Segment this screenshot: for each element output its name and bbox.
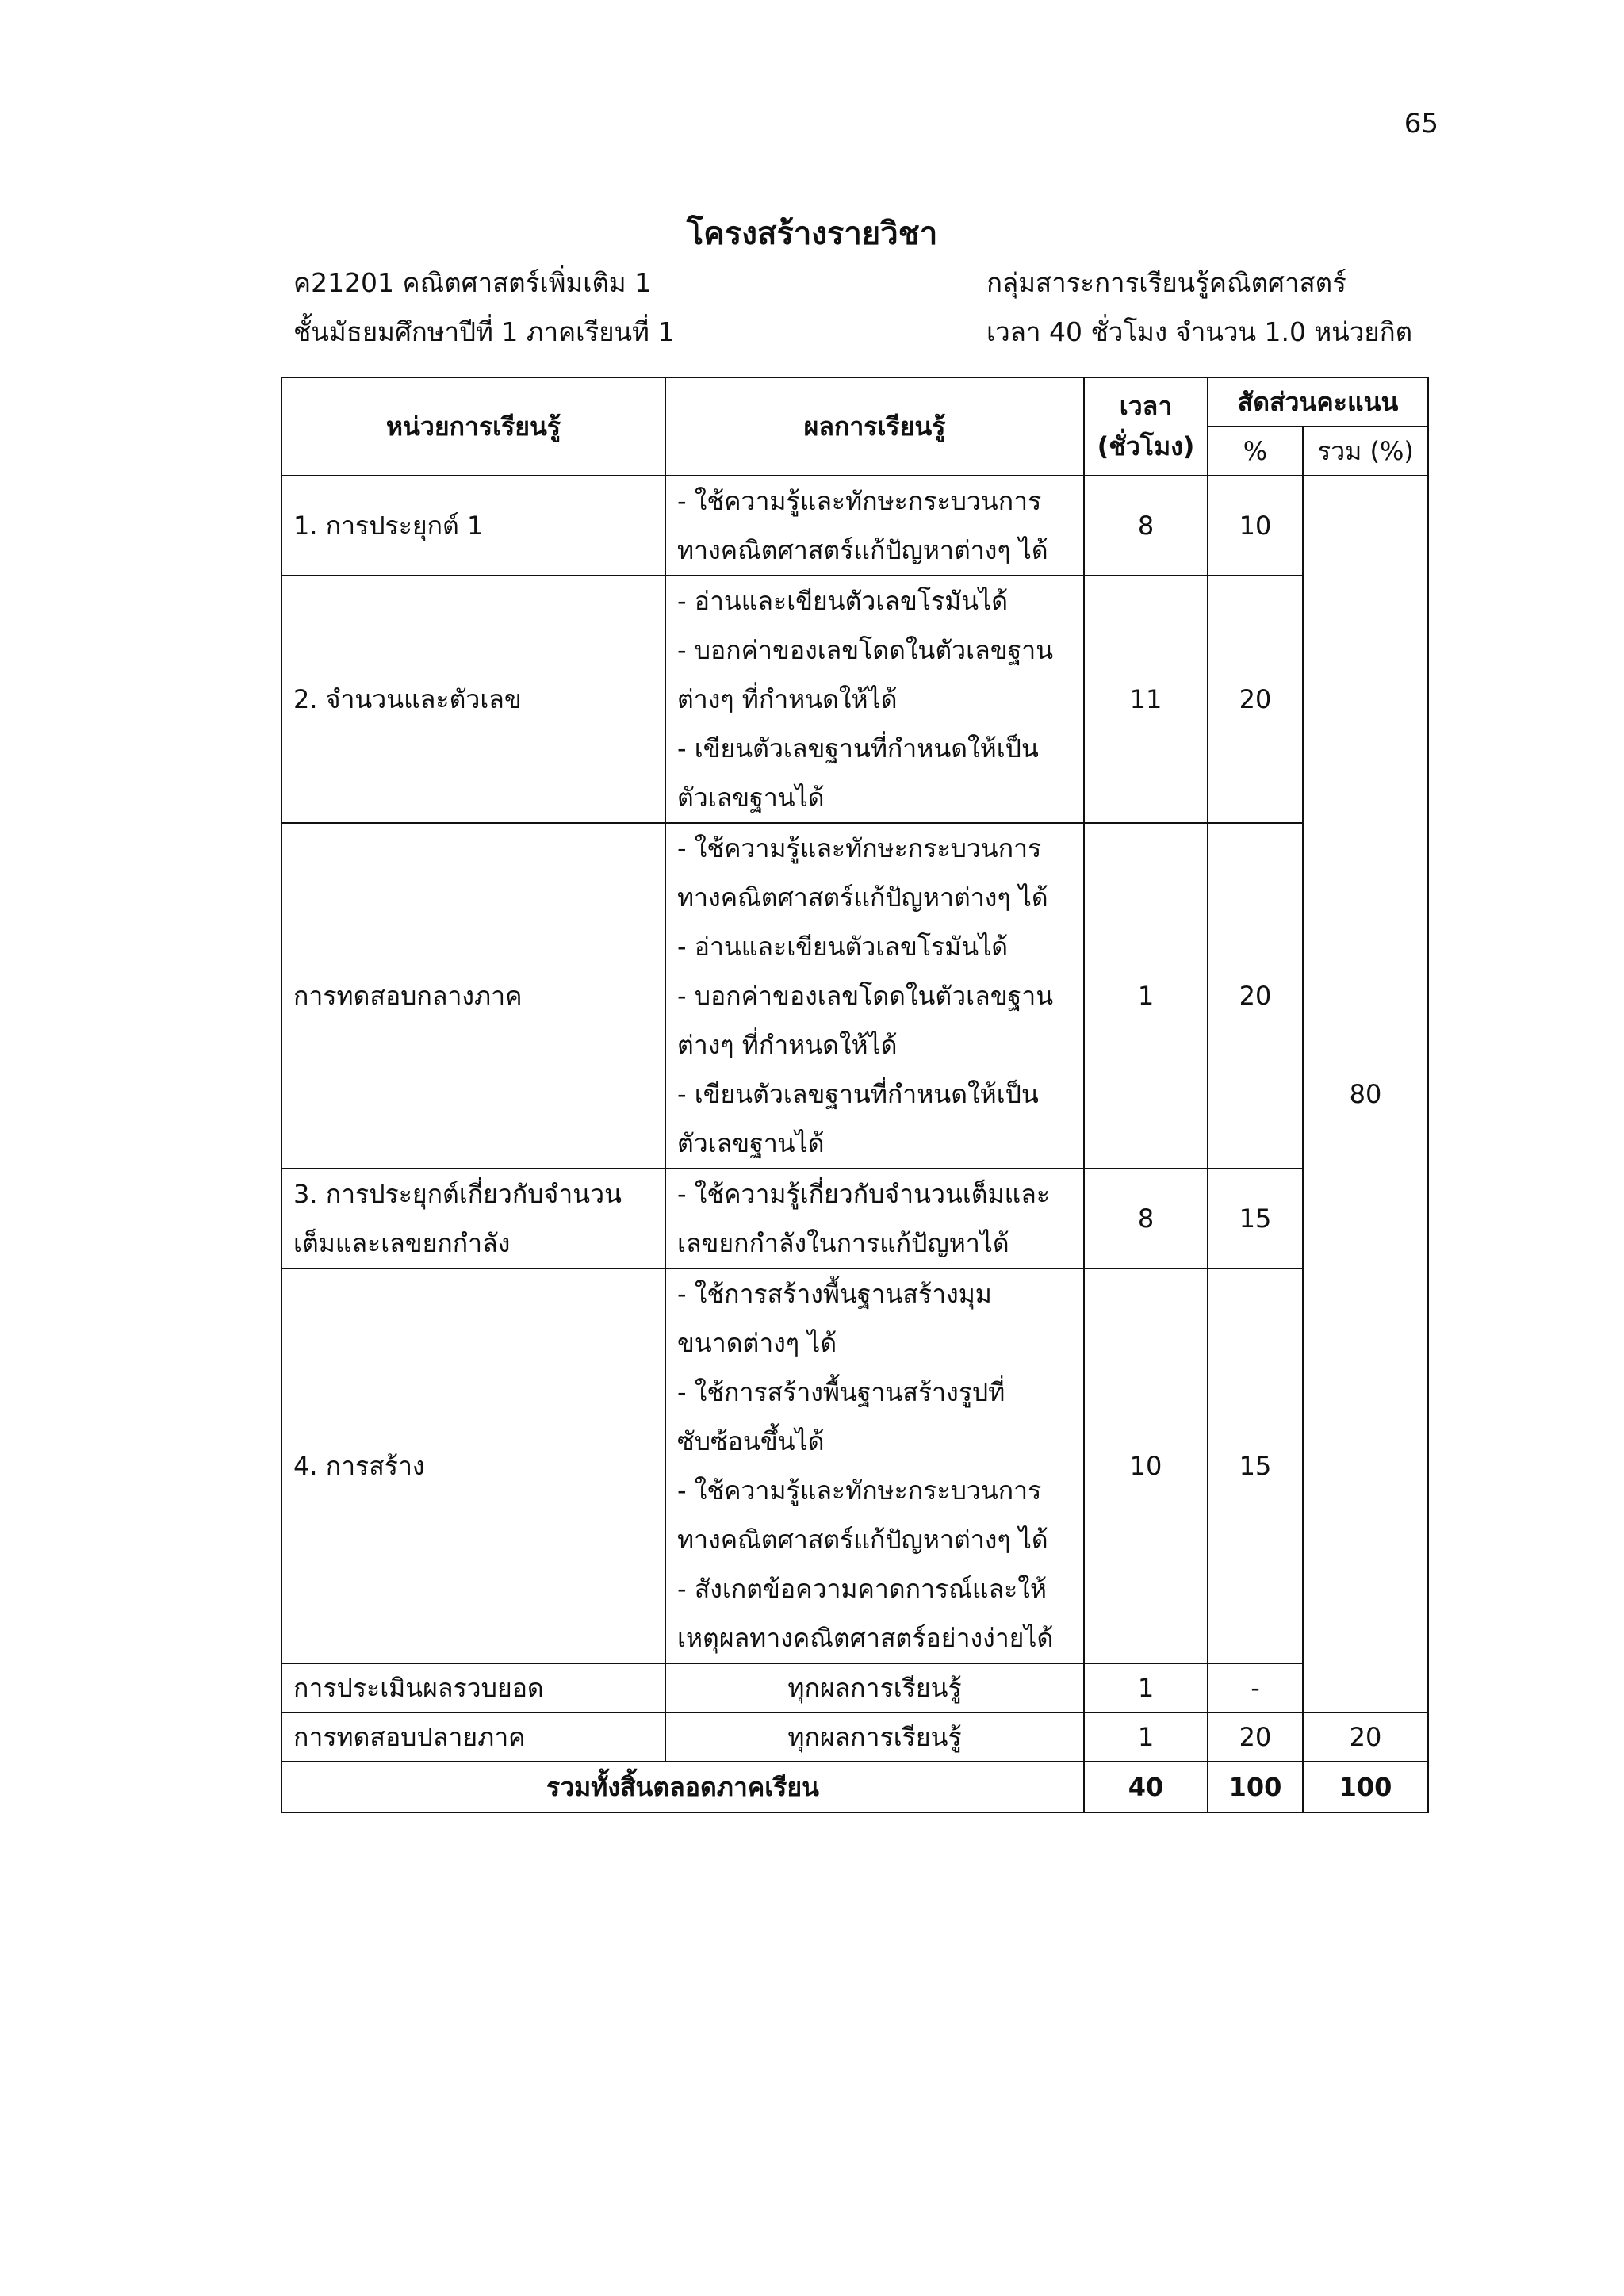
unit-name: การประเมินผลรวบยอด [282, 1663, 665, 1712]
outcome-line: ทางคณิตศาสตร์แก้ปัญหาต่างๆ ได้ [677, 882, 1048, 913]
header-percent: % [1208, 427, 1303, 476]
percent: 15 [1208, 1169, 1303, 1269]
learning-outcomes [665, 1169, 1084, 1269]
unit-name: 2. จำนวนและตัวเลข [282, 576, 665, 823]
outcome-line: - ใช้ความรู้และทักษะกระบวนการ [677, 1475, 1042, 1506]
percent: 20 [1208, 823, 1303, 1169]
hours: 11 [1084, 576, 1208, 823]
hours: 1 [1084, 1663, 1208, 1712]
percent: 20 [1208, 576, 1303, 823]
table-row [282, 1663, 1428, 1712]
unit-name: การทดสอบกลางภาค [282, 823, 665, 1169]
learning-outcomes [665, 576, 1084, 823]
unit-name: 4. การสร้าง [282, 1269, 665, 1663]
hours: 8 [1084, 1169, 1208, 1269]
course-code-name: ค21201 คณิตศาสตร์เพิ่มเติม 1 [293, 267, 652, 298]
hours: 1 [1084, 1712, 1208, 1762]
learning-outcomes [665, 823, 1084, 1169]
table-row [282, 1269, 1428, 1663]
course-level: ชั้นมัธยมศึกษาปีที่ 1 ภาคเรียนที่ 1 [293, 316, 675, 347]
outcome-line: ทางคณิตศาสตร์แก้ปัญหาต่างๆ ได้ [677, 1525, 1048, 1555]
outcome-line: ตัวเลขฐานได้ [677, 1128, 825, 1158]
outcome-line: - ใช้ความรู้และทักษะกระบวนการ [677, 833, 1042, 863]
header-unit: หน่วยการเรียนรู้ [282, 377, 665, 476]
hours: 8 [1084, 476, 1208, 576]
header-time [1084, 377, 1208, 476]
unit-name: 1. การประยุกต์ 1 [282, 476, 665, 576]
outcome-line: - ใช้การสร้างพื้นฐานสร้างมุม [677, 1279, 992, 1309]
total-percent: 20 [1303, 1712, 1428, 1762]
outcome-line: ขนาดต่างๆ ได้ [677, 1328, 837, 1358]
outcome-line: เหตุผลทางคณิตศาสตร์อย่างง่ายได้ [677, 1623, 1054, 1653]
learning-outcomes [665, 1269, 1084, 1663]
outcome-line: - ใช้การสร้างพื้นฐานสร้างรูปที่ [677, 1377, 1005, 1407]
table-row [282, 576, 1428, 823]
percent: - [1208, 1663, 1303, 1712]
header-outcomes: ผลการเรียนรู้ [665, 377, 1084, 476]
outcome-line: - สังเกตข้อความคาดการณ์และให้ [677, 1574, 1048, 1604]
outcome-line: - เขียนตัวเลขฐานที่กำหนดให้เป็น [677, 733, 1039, 763]
merged-total-percent: 80 [1303, 476, 1428, 1712]
table-row [282, 476, 1428, 576]
summary-hours: 40 [1084, 1762, 1208, 1812]
page-number: 65 [1404, 108, 1438, 140]
summary-row [282, 1762, 1428, 1812]
percent: 20 [1208, 1712, 1303, 1762]
table-row [282, 823, 1428, 1169]
unit-name [282, 1169, 665, 1269]
outcome-line: - บอกค่าของเลขโดดในตัวเลขฐาน [677, 635, 1054, 665]
outcome-line: - อ่านและเขียนตัวเลขโรมันได้ [677, 932, 1009, 962]
outcome-line: - ใช้ความรู้เกี่ยวกับจำนวนเต็มและ [677, 1179, 1051, 1209]
hours: 10 [1084, 1269, 1208, 1663]
header-total-percent: รวม (%) [1303, 427, 1428, 476]
outcome-line: - เขียนตัวเลขฐานที่กำหนดให้เป็น [677, 1079, 1039, 1109]
table-row [282, 1712, 1428, 1762]
learning-outcomes: ทุกผลการเรียนรู้ [665, 1663, 1084, 1712]
learning-outcomes [665, 476, 1084, 576]
percent: 10 [1208, 476, 1303, 576]
outcome-line: - บอกค่าของเลขโดดในตัวเลขฐาน [677, 981, 1054, 1011]
outcome-line: - ใช้ความรู้และทักษะกระบวนการ [677, 486, 1042, 516]
header-time-line1: เวลา [1119, 391, 1173, 421]
page-title: โครงสร้างรายวิชา [686, 216, 938, 252]
hours: 1 [1084, 823, 1208, 1169]
outcome-line: ทางคณิตศาสตร์แก้ปัญหาต่างๆ ได้ [677, 535, 1048, 565]
header-score-ratio: สัดส่วนคะแนน [1208, 377, 1428, 427]
summary-total: 100 [1303, 1762, 1428, 1812]
outcome-line: เลขยกกำลังในการแก้ปัญหาได้ [677, 1228, 1009, 1258]
table-row [282, 1169, 1428, 1269]
outcome-line: ซับซ้อนขึ้นได้ [677, 1426, 825, 1456]
learning-outcomes: ทุกผลการเรียนรู้ [665, 1712, 1084, 1762]
outcome-line: ตัวเลขฐานได้ [677, 783, 825, 813]
unit-name-line: 3. การประยุกต์เกี่ยวกับจำนวน [293, 1179, 622, 1209]
percent: 15 [1208, 1269, 1303, 1663]
course-learning-area: กลุ่มสาระการเรียนรู้คณิตศาสตร์ [986, 267, 1346, 298]
header-row [282, 377, 1428, 427]
unit-name-line: เต็มและเลขยกกำลัง [293, 1228, 511, 1258]
unit-name: การทดสอบปลายภาค [282, 1712, 665, 1762]
header-time-line2: (ชั่วโมง) [1097, 431, 1195, 461]
outcome-line: - อ่านและเขียนตัวเลขโรมันได้ [677, 586, 1009, 616]
summary-label: รวมทั้งสิ้นตลอดภาคเรียน [282, 1762, 1084, 1812]
course-structure-table [281, 377, 1429, 1813]
outcome-line: ต่างๆ ที่กำหนดให้ได้ [677, 1030, 898, 1060]
summary-percent: 100 [1208, 1762, 1303, 1812]
outcome-line: ต่างๆ ที่กำหนดให้ได้ [677, 684, 898, 714]
course-time-credits: เวลา 40 ชั่วโมง จำนวน 1.0 หน่วยกิต [986, 316, 1413, 347]
